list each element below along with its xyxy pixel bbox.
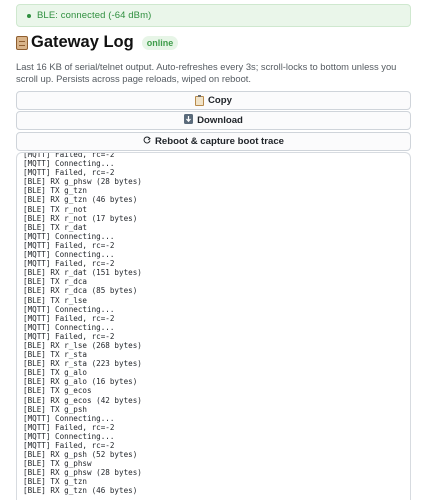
log-line: [MQTT] Failed, rc=-2 — [23, 313, 115, 323]
copy-button-label: Copy — [208, 95, 232, 106]
log-line: [MQTT] Failed, rc=-2 — [23, 441, 115, 450]
log-line: [MQTT] Failed, rc=-2 — [23, 331, 115, 341]
log-line: [MQTT] Failed, rc=-2 — [23, 168, 115, 178]
status-badge: online — [142, 36, 179, 50]
log-line: [BLE] TX g_tzn — [23, 477, 88, 487]
log-line: [MQTT] Connecting... — [23, 431, 115, 441]
download-button[interactable] — [16, 111, 411, 130]
log-line: [BLE] TX r_lse — [23, 295, 88, 305]
clipboard-icon — [195, 96, 204, 106]
log-line: [BLE] TX r_dca — [23, 277, 88, 287]
log-line: [BLE] RX r_dat (151 bytes) — [23, 268, 142, 278]
ble-status-bar — [16, 4, 411, 27]
log-line: [BLE] TX g_alo — [23, 368, 88, 378]
ble-status-text: BLE: connected (-64 dBm) — [37, 10, 152, 21]
log-line: [MQTT] Connecting... — [23, 250, 115, 260]
copy-button[interactable] — [16, 91, 411, 110]
log-line: [MQTT] Connecting... — [23, 322, 115, 332]
log-line: [MQTT] Connecting... — [23, 159, 115, 169]
log-line: [MQTT] Failed, rc=-2 — [23, 152, 115, 159]
log-line: [MQTT] Connecting... — [23, 231, 115, 241]
log-lines — [17, 152, 410, 496]
page-description: Last 16 KB of serial/telnet output. Auto-refreshes every 3s; scroll-locks to bottom unless you scroll up. Persists across page reloads, wiped on reboot. — [16, 61, 397, 84]
reboot-button[interactable] — [16, 132, 411, 151]
reboot-button-label: Reboot & capture boot trace — [155, 136, 284, 147]
log-line: [MQTT] Connecting... — [23, 304, 115, 314]
log-line: [BLE] RX r_not (17 bytes) — [23, 213, 138, 223]
page-title: Gateway Log — [31, 33, 134, 51]
log-line: [MQTT] Failed, rc=-2 — [23, 240, 115, 250]
log-line: [BLE] TX g_ecos — [23, 386, 92, 396]
log-line: [BLE] TX g_phsw — [23, 459, 92, 469]
log-line: [BLE] TX r_sta — [23, 350, 88, 360]
log-line: [BLE] TX g_tzn — [23, 186, 88, 196]
log-line: [BLE] RX g_phsw (28 bytes) — [23, 177, 142, 187]
log-output[interactable] — [16, 152, 411, 500]
log-line: [BLE] RX g_ecos (42 bytes) — [23, 395, 142, 405]
log-line: [BLE] RX r_sta (223 bytes) — [23, 359, 142, 369]
log-line: [BLE] RX r_dca (85 bytes) — [23, 286, 138, 296]
log-line: [BLE] RX g_alo (16 bytes) — [23, 377, 138, 387]
page-header — [16, 33, 178, 52]
status-dot-icon — [27, 14, 31, 18]
log-line: [MQTT] Failed, rc=-2 — [23, 259, 115, 269]
download-button-label: Download — [197, 115, 243, 126]
log-line: [BLE] RX g_tzn (46 bytes) — [23, 486, 138, 496]
log-line: [BLE] RX g_tzn (46 bytes) — [23, 195, 138, 205]
log-line: [BLE] RX r_lse (268 bytes) — [23, 340, 142, 350]
down-arrow-icon — [184, 114, 193, 127]
log-line: [MQTT] Failed, rc=-2 — [23, 422, 115, 432]
log-line: [BLE] TX r_not — [23, 204, 88, 214]
log-line: [BLE] RX g_psh (52 bytes) — [23, 450, 138, 460]
log-line: [BLE] TX r_dat — [23, 222, 88, 232]
reload-icon — [143, 136, 151, 147]
log-line: [MQTT] Connecting... — [23, 413, 115, 423]
scroll-icon — [16, 36, 28, 50]
log-line: [BLE] RX g_phsw (28 bytes) — [23, 468, 142, 478]
log-line: [BLE] TX g_psh — [23, 404, 88, 414]
